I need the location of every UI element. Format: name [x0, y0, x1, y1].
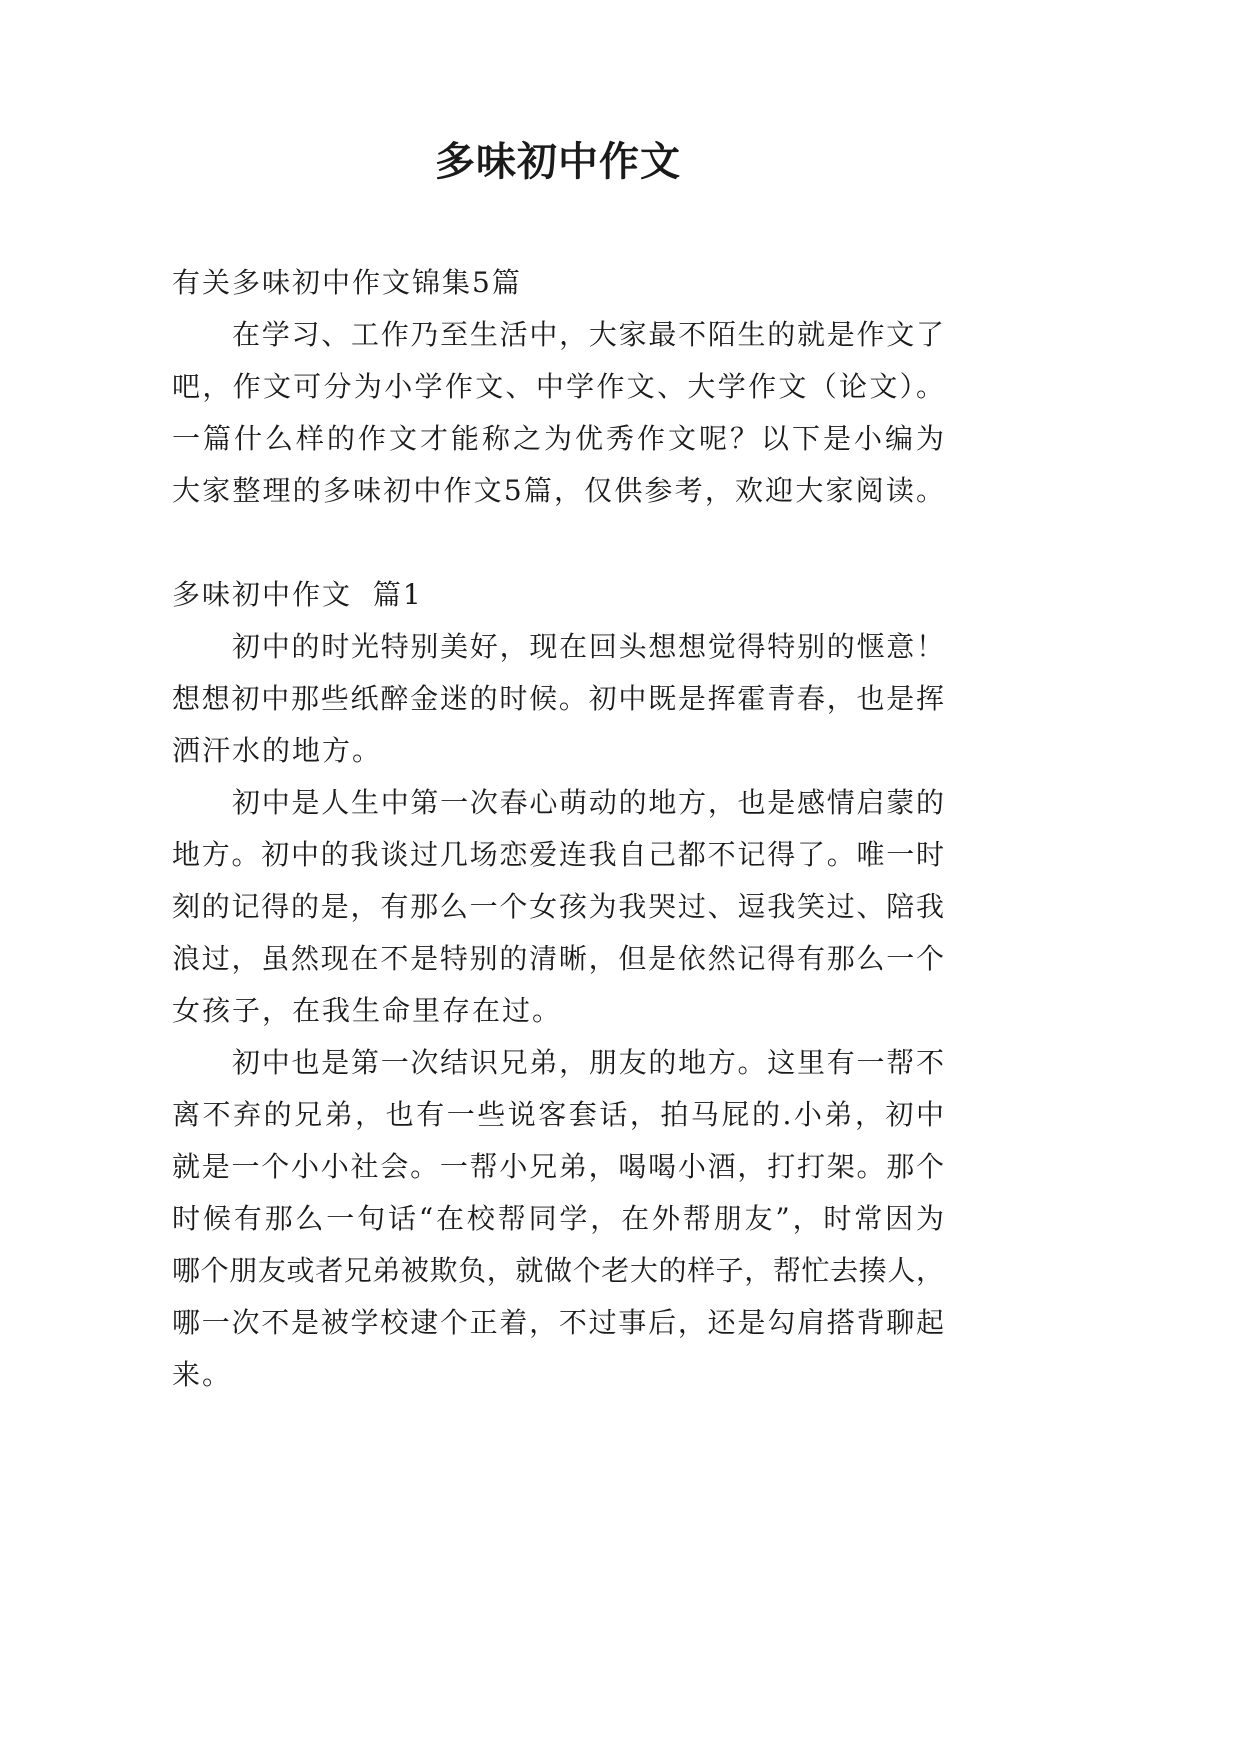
paragraph-line: 初中也是第一次结识兄弟，朋友的地方。这里有一帮不 — [232, 1046, 944, 1079]
paragraph-line: 时候有那么一句话“在校帮同学，在外帮朋友”，时常因为 — [172, 1202, 944, 1235]
paragraph — [172, 777, 944, 1037]
intro-paragraph — [172, 309, 944, 517]
paragraph — [172, 1037, 944, 1401]
paragraph-line: 在学习、工作乃至生活中，大家最不陌生的就是作文了 — [232, 318, 944, 351]
paragraph-line: 洒汗水的地方。 — [172, 734, 383, 767]
paragraph-line: 一篇什么样的作文才能称之为优秀作文呢？以下是小编为 — [172, 422, 944, 455]
paragraph-line: 地方。初中的我谈过几场恋爱连我自己都不记得了。唯一时 — [172, 838, 944, 871]
blank-line — [172, 517, 944, 569]
paragraph-line: 浪过，虽然现在不是特别的清晰，但是依然记得有那么一个 — [172, 942, 944, 975]
paragraph-line: 初中的时光特别美好，现在回头想想觉得特别的惬意！ — [232, 630, 944, 663]
paragraph-line: 大家整理的多味初中作文5篇，仅供参考，欢迎大家阅读。 — [172, 474, 944, 507]
paragraph-line: 来。 — [172, 1358, 233, 1391]
document-body — [172, 257, 944, 1401]
section-heading: 多味初中作文 篇1 — [172, 578, 423, 611]
paragraph-line: 刻的记得的是，有那么一个女孩为我哭过、逗我笑过、陪我 — [172, 890, 944, 923]
paragraph — [172, 621, 944, 777]
paragraph-line: 初中是人生中第一次春心萌动的地方，也是感情启蒙的 — [232, 786, 944, 819]
paragraph-line: 哪个朋友或者兄弟被欺负，就做个老大的样子，帮忙去揍人， — [172, 1254, 944, 1287]
paragraph-line: 就是一个小小社会。一帮小兄弟，喝喝小酒，打打架。那个 — [172, 1150, 944, 1183]
paragraph-line: 哪一次不是被学校逮个正着，不过事后，还是勾肩搭背聊起 — [172, 1306, 944, 1339]
paragraph-line: 想想初中那些纸醉金迷的时候。初中既是挥霍青春，也是挥 — [172, 682, 944, 715]
paragraph-line: 吧，作文可分为小学作文、中学作文、大学作文（论文）。 — [172, 370, 944, 403]
collection-line: 有关多味初中作文锦集5篇 — [172, 266, 522, 299]
paragraph-line: 女孩子，在我生命里存在过。 — [172, 994, 563, 1027]
document-title: 多味初中作文 — [435, 138, 681, 185]
paragraph-line: 离不弃的兄弟，也有一些说客套话，拍马屁的.小弟，初中 — [172, 1098, 944, 1131]
